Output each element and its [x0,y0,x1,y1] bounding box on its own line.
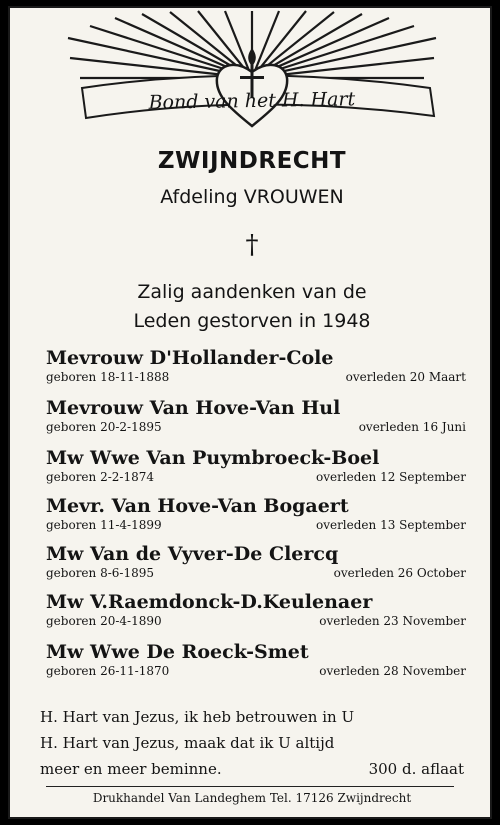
birth-date: geboren 20-4-1890 [46,614,162,628]
birth-date: geboren 26-11-1870 [46,664,170,678]
death-date: overleden 26 October [333,566,466,580]
town-title: ZWIJNDRECHT [157,148,347,174]
death-date: overleden 13 September [315,518,466,532]
member-entry [46,346,466,386]
death-date: overleden 16 Juni [358,420,466,434]
birth-date: geboren 11-4-1899 [46,518,162,532]
birth-date: geboren 8-6-1895 [46,566,154,580]
birth-date: geboren 18-11-1888 [46,370,170,384]
prayer-line-3 [40,760,464,778]
prayer-closing: meer en meer beminne. [40,760,222,778]
member-name: Mw Wwe Van Puymbroeck-Boel [46,447,380,469]
prayer-line-2: H. Hart van Jezus, maak dat ik U altijd [40,734,335,752]
member-name: Mw Wwe De Roeck-Smet [46,641,309,663]
intro-line-1: Zalig aandenken van de [137,281,367,303]
printer-credit: Drukhandel Van Landeghem Tel. 17126 Zwijndrecht [92,791,412,805]
birth-date: geboren 2-2-1874 [46,470,154,484]
member-name: Mevr. Van Hove-Van Bogaert [46,495,349,517]
death-date: overleden 28 November [319,664,466,678]
member-name: Mw V.Raemdonck-D.Keulenaer [46,591,373,613]
department-title: Afdeling VROUWEN [160,186,344,208]
member-entry [46,494,466,534]
divider [46,786,454,787]
member-entry [46,640,466,680]
intro-text [10,278,494,336]
member-entry [46,590,466,630]
indulgence: 300 d. aflaat [368,760,464,778]
prayer-line-1: H. Hart van Jezus, ik heb betrouwen in U [40,708,355,726]
member-name: Mevrouw D'Hollander-Cole [46,347,334,369]
death-date: overleden 23 November [319,614,466,628]
member-entry [46,396,466,436]
death-date: overleden 20 Maart [345,370,466,384]
sacred-heart-emblem [10,8,494,148]
memorial-card [8,6,492,819]
member-name: Mevrouw Van Hove-Van Hul [46,397,341,419]
banner-text: Bond van het H. Hart [148,88,356,114]
cross-icon: † [245,230,259,260]
death-date: overleden 12 September [315,470,466,484]
birth-date: geboren 20-2-1895 [46,420,162,434]
intro-line-2: Leden gestorven in 1948 [133,310,371,332]
member-entry [46,542,466,582]
member-entry [46,446,466,486]
member-name: Mw Van de Vyver-De Clercq [46,543,339,565]
